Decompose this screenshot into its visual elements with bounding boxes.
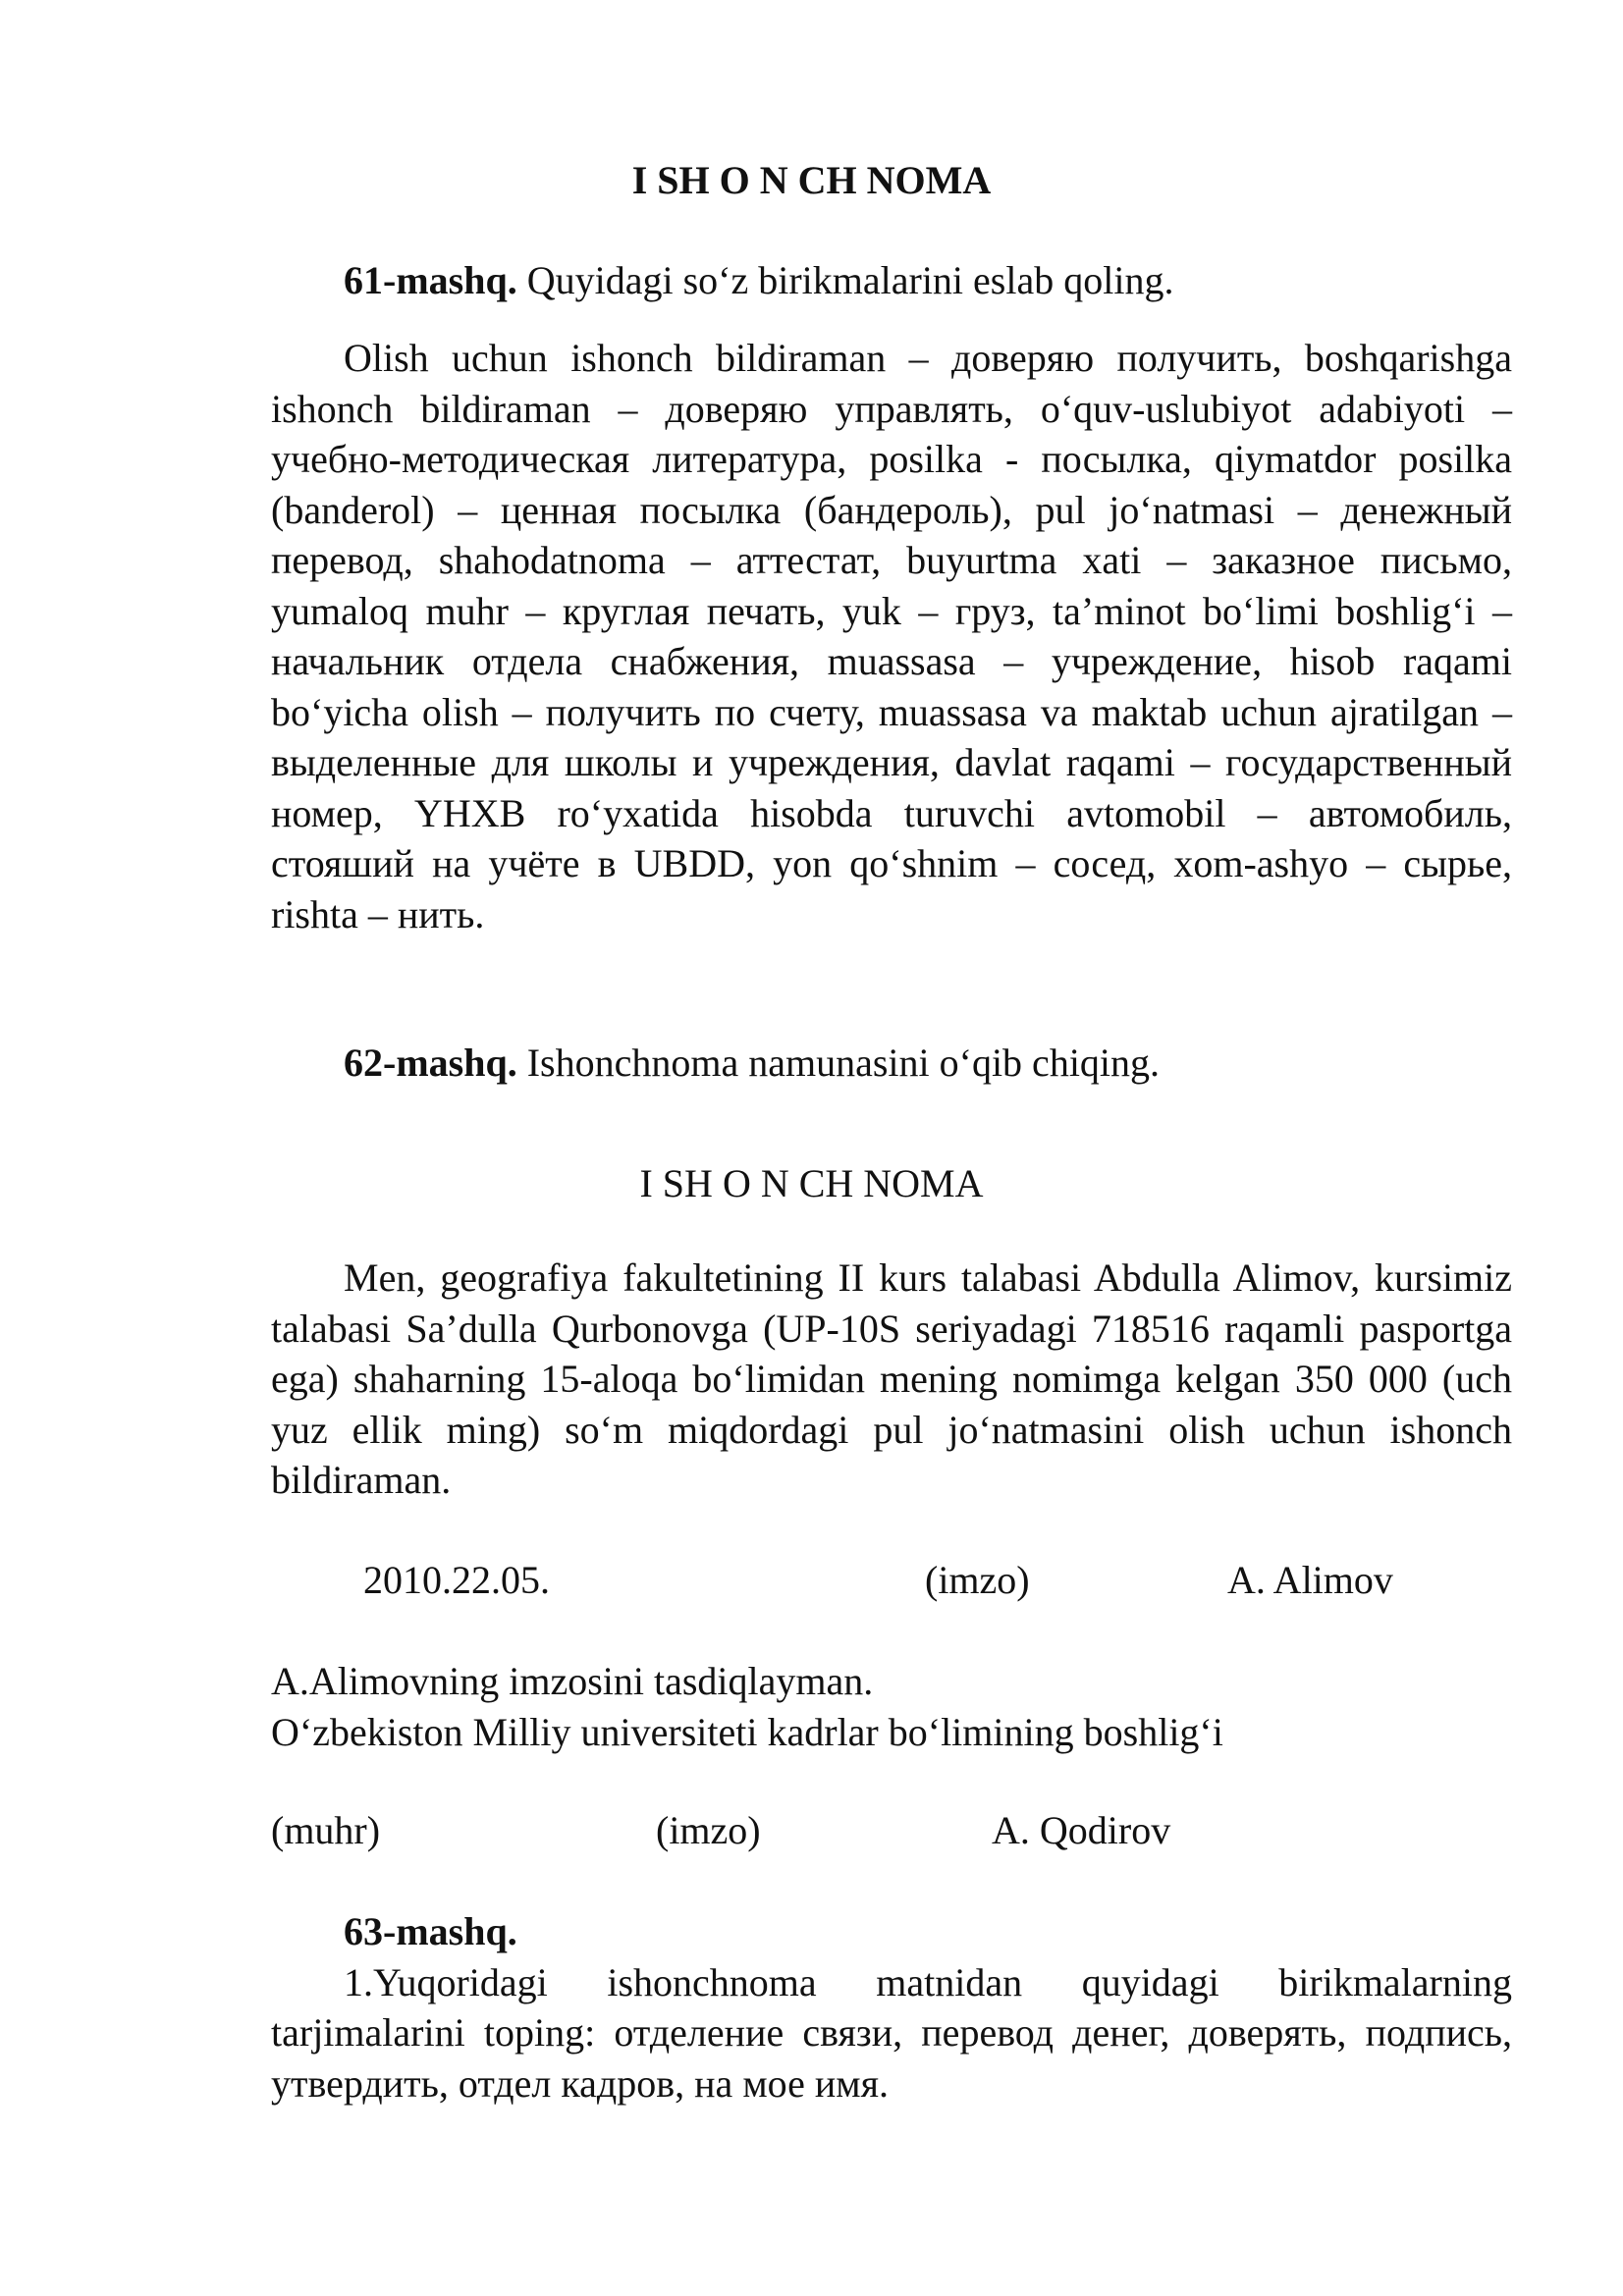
exercise-61-vocabulary-block (271, 333, 1512, 939)
exercise-61-vocabulary: Olish uchun ishonch bildiraman – доверяю получить, boshqarishga ishonch bildiraman – доверяю управлять, o‘quv-uslubiyot adabiyoti – учебно-методическая литература, posilka - посылка, qiymatdor posilka (banderol) – ценная посылка (бандероль), pul jo‘natmasi – денежный перевод, shahodatnoma – аттестат, buyurtma xati – заказное письмо, yumaloq muhr – круглая печать, yuk – груз, ta’minot bo‘limi boshlig‘i – начальник отдела снабжения, muassasa – учреждение, hisob raqami bo‘yicha olish – получить по счету, muassasa va maktab uchun ajratilgan – выделенные для школы и учреждения, davlat raqami – государственный номер, YHXB ro‘yxatida hisobda turuvchi avtomobil – автомобиль, стояший на учёте в UBDD, yon qo‘shnim – сосед, xom-ashyo – сырье, rishta – нить. (271, 336, 1512, 936)
sample-date: 2010.22.05. (363, 1558, 550, 1602)
exercise-61-instruction: Quyidagi so‘z birikmalarini eslab qoling. (516, 258, 1174, 302)
sample-signature-mark: (imzo) (925, 1558, 1030, 1602)
exercise-61-heading (271, 255, 1512, 306)
certify-line-2: O‘zbekiston Milliy universiteti kadrlar bo‘limining boshlig‘i (271, 1709, 1223, 1754)
exercise-62-label: 62-mashq. (344, 1041, 517, 1085)
sample-signer: A. Alimov (1227, 1558, 1393, 1602)
exercise-62-heading (271, 1038, 1512, 1089)
exercise-62 (271, 1038, 1512, 1089)
exercise-63-label: 63-mashq. (344, 1909, 517, 1953)
exercise-63-task-1: 1.Yuqoridagi ishonchnoma matnidan quyidagi birikmalarning tarjimalarini toping: отделение связи, перевод денег, доверять, подпись, утвердить, отдел кадров, на мое имя. (271, 1959, 1512, 2106)
main-title: I SH O N CH NOMA (631, 158, 992, 202)
exercise-61-label: 61-mashq. (344, 258, 517, 302)
certifier-name: A. Qodirov (992, 1808, 1171, 1852)
certify-line-1: A.Alimovning imzosini tasdiqlayman. (271, 1659, 874, 1703)
sample-body: Men, geografiya fakultetining II kurs talabasi Abdulla Alimov, kursimiz talabasi Sa’dulla Qurbonovga (UP-10S seriyadagi 718516 raqamli pasportga ega) shaharning 15-aloqa bo‘limidan mening nomimga kelgan 350 000 (uch yuz ellik ming) so‘m miqdordagi pul jo‘natmasini olish uchun ishonch bildiraman. (271, 1255, 1512, 1502)
sample-body-block (271, 1253, 1512, 1506)
sample-title: I SH O N CH NOMA (639, 1161, 984, 1205)
certification-block (271, 1656, 1512, 1757)
seal-mark: (muhr) (271, 1808, 381, 1852)
exercise-61 (271, 255, 1512, 306)
exercise-62-instruction: Ishonchnoma namunasini o‘qib chiqing. (516, 1041, 1161, 1085)
certifier-signature-mark: (imzo) (656, 1808, 761, 1852)
exercise-63 (271, 1906, 1512, 2109)
